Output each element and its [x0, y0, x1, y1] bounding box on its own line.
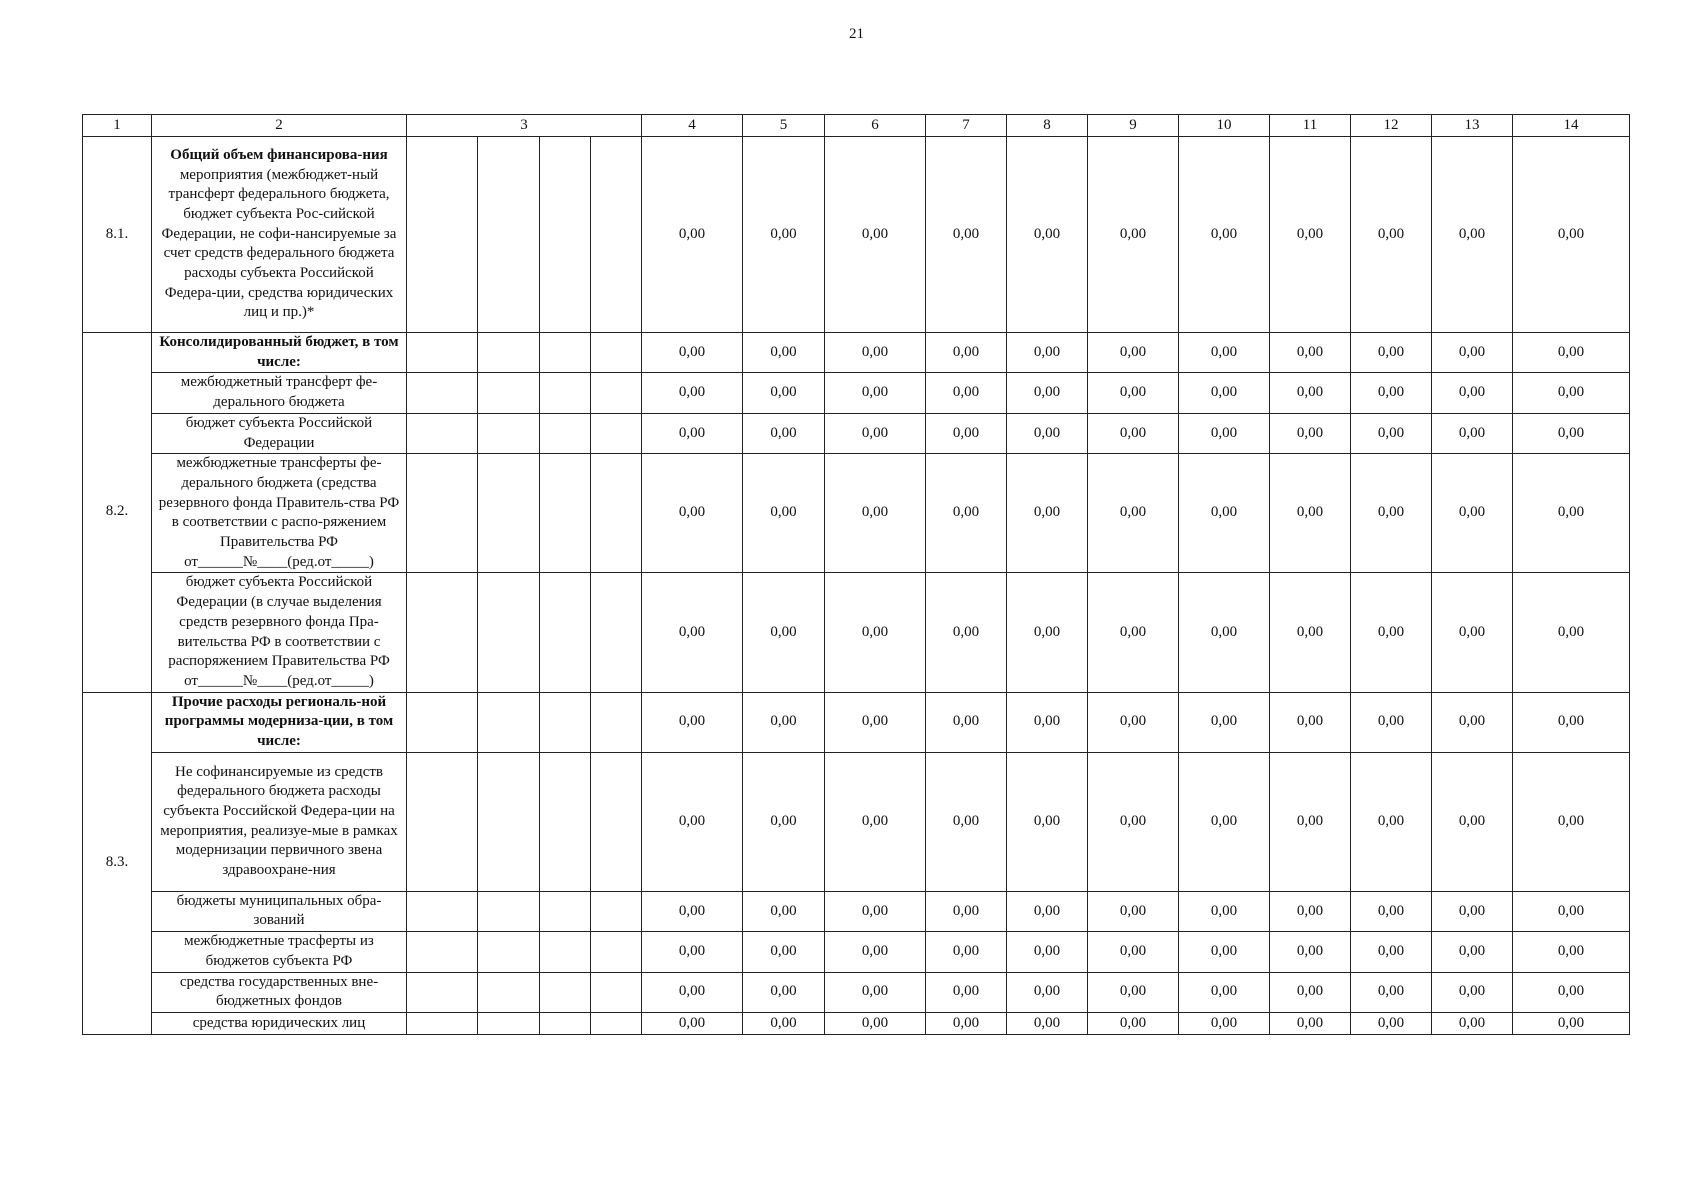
- value-cell: 0,00: [825, 333, 926, 373]
- column-number: 13: [1432, 115, 1513, 137]
- section-number: 8.3.: [83, 692, 152, 1034]
- empty-cell: [407, 454, 478, 573]
- empty-cell: [407, 932, 478, 972]
- row-label: [152, 373, 407, 413]
- column-number: 6: [825, 115, 926, 137]
- value-cell: 0,00: [926, 972, 1007, 1012]
- empty-cell: [407, 692, 478, 752]
- financing-table: [82, 114, 1630, 1035]
- value-cell: 0,00: [1351, 373, 1432, 413]
- value-cell: 0,00: [825, 373, 926, 413]
- value-cell: 0,00: [825, 413, 926, 453]
- value-cell: 0,00: [1179, 972, 1270, 1012]
- value-cell: 0,00: [1513, 413, 1630, 453]
- value-cell: 0,00: [1088, 373, 1179, 413]
- row-label: [152, 752, 407, 891]
- value-cell: 0,00: [1513, 752, 1630, 891]
- column-number: 12: [1351, 115, 1432, 137]
- empty-cell: [478, 333, 540, 373]
- value-cell: 0,00: [642, 932, 743, 972]
- value-cell: 0,00: [1351, 413, 1432, 453]
- empty-cell: [540, 932, 591, 972]
- value-cell: 0,00: [926, 752, 1007, 891]
- empty-cell: [407, 972, 478, 1012]
- value-cell: 0,00: [642, 373, 743, 413]
- value-cell: 0,00: [926, 333, 1007, 373]
- empty-cell: [478, 413, 540, 453]
- value-cell: 0,00: [1270, 573, 1351, 692]
- value-cell: 0,00: [1270, 1012, 1351, 1034]
- value-cell: 0,00: [1513, 333, 1630, 373]
- value-cell: 0,00: [1270, 413, 1351, 453]
- value-cell: 0,00: [1432, 373, 1513, 413]
- value-cell: 0,00: [743, 373, 825, 413]
- row-label: [152, 1012, 407, 1034]
- value-cell: 0,00: [1513, 573, 1630, 692]
- empty-cell: [540, 1012, 591, 1034]
- row-label-text: межбюджетный трансферт фе-дерального бюджета: [180, 374, 378, 411]
- value-cell: 0,00: [1432, 932, 1513, 972]
- value-cell: 0,00: [1088, 692, 1179, 752]
- empty-cell: [591, 333, 642, 373]
- column-number: 5: [743, 115, 825, 137]
- table-row: [83, 413, 1630, 453]
- table-row: [83, 932, 1630, 972]
- value-cell: 0,00: [1179, 1012, 1270, 1034]
- value-cell: 0,00: [1351, 692, 1432, 752]
- value-cell: 0,00: [825, 573, 926, 692]
- empty-cell: [478, 752, 540, 891]
- empty-cell: [407, 333, 478, 373]
- value-cell: 0,00: [743, 454, 825, 573]
- value-cell: 0,00: [642, 692, 743, 752]
- empty-cell: [540, 413, 591, 453]
- value-cell: 0,00: [1432, 972, 1513, 1012]
- table-row: [83, 752, 1630, 891]
- value-cell: 0,00: [1270, 932, 1351, 972]
- value-cell: 0,00: [1088, 413, 1179, 453]
- value-cell: 0,00: [926, 1012, 1007, 1034]
- value-cell: 0,00: [1179, 891, 1270, 931]
- table-row: [83, 692, 1630, 752]
- table-row: [83, 137, 1630, 333]
- value-cell: 0,00: [825, 752, 926, 891]
- value-cell: 0,00: [1088, 454, 1179, 573]
- value-cell: 0,00: [1088, 573, 1179, 692]
- value-cell: 0,00: [1432, 137, 1513, 333]
- column-number: 1: [83, 115, 152, 137]
- value-cell: 0,00: [1513, 692, 1630, 752]
- value-cell: 0,00: [1088, 333, 1179, 373]
- value-cell: 0,00: [1179, 333, 1270, 373]
- row-label-bold: Консолидированный бюджет, в том числе:: [159, 334, 399, 370]
- value-cell: 0,00: [1270, 333, 1351, 373]
- value-cell: 0,00: [1351, 454, 1432, 573]
- value-cell: 0,00: [1432, 1012, 1513, 1034]
- section-number: 8.2.: [83, 333, 152, 693]
- value-cell: 0,00: [1513, 1012, 1630, 1034]
- row-label-bold: Прочие расходы региональ-ной программы модерниза-ции, в том числе:: [164, 693, 394, 750]
- value-cell: 0,00: [1088, 891, 1179, 931]
- empty-cell: [478, 137, 540, 333]
- empty-cell: [540, 373, 591, 413]
- row-label: [152, 573, 407, 692]
- value-cell: 0,00: [1513, 891, 1630, 931]
- value-cell: 0,00: [1088, 932, 1179, 972]
- value-cell: 0,00: [1179, 413, 1270, 453]
- value-cell: 0,00: [1007, 972, 1088, 1012]
- value-cell: 0,00: [1270, 454, 1351, 573]
- value-cell: 0,00: [1432, 454, 1513, 573]
- value-cell: 0,00: [1088, 972, 1179, 1012]
- value-cell: 0,00: [926, 932, 1007, 972]
- value-cell: 0,00: [642, 1012, 743, 1034]
- empty-cell: [540, 137, 591, 333]
- value-cell: 0,00: [1179, 373, 1270, 413]
- value-cell: 0,00: [1270, 752, 1351, 891]
- value-cell: 0,00: [926, 373, 1007, 413]
- value-cell: 0,00: [1351, 333, 1432, 373]
- value-cell: 0,00: [1432, 333, 1513, 373]
- row-label: [152, 137, 407, 333]
- table-row: [83, 454, 1630, 573]
- table-row: [83, 1012, 1630, 1034]
- empty-cell: [591, 413, 642, 453]
- value-cell: 0,00: [1007, 573, 1088, 692]
- empty-cell: [478, 373, 540, 413]
- value-cell: 0,00: [743, 573, 825, 692]
- empty-cell: [540, 891, 591, 931]
- empty-cell: [591, 573, 642, 692]
- empty-cell: [591, 1012, 642, 1034]
- row-label: [152, 413, 407, 453]
- value-cell: 0,00: [743, 932, 825, 972]
- value-cell: 0,00: [1513, 932, 1630, 972]
- value-cell: 0,00: [743, 972, 825, 1012]
- value-cell: 0,00: [825, 137, 926, 333]
- value-cell: 0,00: [1270, 137, 1351, 333]
- empty-cell: [478, 932, 540, 972]
- value-cell: 0,00: [1179, 573, 1270, 692]
- value-cell: 0,00: [926, 891, 1007, 931]
- empty-cell: [407, 373, 478, 413]
- value-cell: 0,00: [743, 692, 825, 752]
- row-label-text: средства юридических лиц: [192, 1014, 366, 1031]
- value-cell: 0,00: [743, 413, 825, 453]
- value-cell: 0,00: [642, 752, 743, 891]
- value-cell: 0,00: [743, 137, 825, 333]
- value-cell: 0,00: [1270, 692, 1351, 752]
- value-cell: 0,00: [1270, 972, 1351, 1012]
- value-cell: 0,00: [642, 454, 743, 573]
- value-cell: 0,00: [1088, 752, 1179, 891]
- column-number: 14: [1513, 115, 1630, 137]
- value-cell: 0,00: [1007, 373, 1088, 413]
- column-number: 3: [407, 115, 642, 137]
- empty-cell: [478, 891, 540, 931]
- value-cell: 0,00: [1007, 692, 1088, 752]
- value-cell: 0,00: [642, 137, 743, 333]
- column-number: 10: [1179, 115, 1270, 137]
- value-cell: 0,00: [1432, 573, 1513, 692]
- value-cell: 0,00: [825, 972, 926, 1012]
- table-row: [83, 891, 1630, 931]
- value-cell: 0,00: [1007, 752, 1088, 891]
- column-number: 11: [1270, 115, 1351, 137]
- row-label-bold: Общий объем финансирова-ния: [170, 146, 388, 163]
- empty-cell: [407, 1012, 478, 1034]
- column-number: 4: [642, 115, 743, 137]
- value-cell: 0,00: [926, 413, 1007, 453]
- value-cell: 0,00: [642, 333, 743, 373]
- empty-cell: [407, 891, 478, 931]
- value-cell: 0,00: [1007, 454, 1088, 573]
- row-label-text: бюджет субъекта Российской Федерации (в случае выделения средств резервного фонда Пра-вительства РФ в соответствии с распоряжением Правительства РФ от______№____(ред.от_____): [168, 574, 390, 689]
- value-cell: 0,00: [825, 454, 926, 573]
- value-cell: 0,00: [1513, 454, 1630, 573]
- value-cell: 0,00: [1432, 413, 1513, 453]
- row-label: [152, 333, 407, 373]
- empty-cell: [540, 573, 591, 692]
- empty-cell: [407, 752, 478, 891]
- value-cell: 0,00: [1513, 373, 1630, 413]
- value-cell: 0,00: [1270, 373, 1351, 413]
- empty-cell: [591, 752, 642, 891]
- empty-cell: [478, 454, 540, 573]
- value-cell: 0,00: [825, 1012, 926, 1034]
- value-cell: 0,00: [1432, 752, 1513, 891]
- empty-cell: [478, 972, 540, 1012]
- value-cell: 0,00: [642, 972, 743, 1012]
- row-label-text: межбюджетные трансферты фе-дерального бюджета (средства резервного фонда Правитель-ства РФ в соответствии с распо-ряжением Правительства РФ от______№____(ред.от_____): [158, 455, 400, 570]
- value-cell: 0,00: [1351, 752, 1432, 891]
- value-cell: 0,00: [1007, 891, 1088, 931]
- value-cell: 0,00: [1351, 1012, 1432, 1034]
- value-cell: 0,00: [1088, 1012, 1179, 1034]
- value-cell: 0,00: [1351, 891, 1432, 931]
- table-row: [83, 573, 1630, 692]
- column-number: 8: [1007, 115, 1088, 137]
- empty-cell: [540, 454, 591, 573]
- row-label-text: бюджеты муниципальных обра-зований: [176, 892, 382, 929]
- value-cell: 0,00: [926, 692, 1007, 752]
- value-cell: 0,00: [1351, 932, 1432, 972]
- value-cell: 0,00: [1179, 137, 1270, 333]
- value-cell: 0,00: [1007, 932, 1088, 972]
- row-label-text: Не софинансируемые из средств федерального бюджета расходы субъекта Российской Федера-ции на мероприятия, реализуе-мые в рамках модернизации первичного звена здравоохране-ния: [160, 763, 398, 879]
- value-cell: 0,00: [743, 333, 825, 373]
- empty-cell: [478, 692, 540, 752]
- empty-cell: [591, 454, 642, 573]
- value-cell: 0,00: [743, 752, 825, 891]
- empty-cell: [478, 1012, 540, 1034]
- value-cell: 0,00: [1007, 137, 1088, 333]
- row-label-text: межбюджетные трасферты из бюджетов субъекта РФ: [184, 933, 374, 969]
- value-cell: 0,00: [825, 891, 926, 931]
- value-cell: 0,00: [1513, 972, 1630, 1012]
- empty-cell: [540, 752, 591, 891]
- value-cell: 0,00: [1088, 137, 1179, 333]
- column-number: 9: [1088, 115, 1179, 137]
- value-cell: 0,00: [642, 413, 743, 453]
- value-cell: 0,00: [1007, 333, 1088, 373]
- table-row: [83, 972, 1630, 1012]
- empty-cell: [478, 573, 540, 692]
- value-cell: 0,00: [1513, 137, 1630, 333]
- empty-cell: [591, 891, 642, 931]
- row-label: [152, 692, 407, 752]
- value-cell: 0,00: [1007, 413, 1088, 453]
- row-label-text: мероприятия (межбюджет-ный трансферт федерального бюджета, бюджет субъекта Рос-сийской Федерации, не софи-нансируемые за счет средств федерального бюджета расходы субъекта Российской Федера-ции, средства юридических лиц и пр.)*: [161, 166, 397, 321]
- value-cell: 0,00: [1432, 692, 1513, 752]
- value-cell: 0,00: [1270, 891, 1351, 931]
- column-number: 7: [926, 115, 1007, 137]
- empty-cell: [407, 137, 478, 333]
- table-row: [83, 373, 1630, 413]
- row-label: [152, 454, 407, 573]
- column-number-row: [83, 115, 1630, 137]
- value-cell: 0,00: [1179, 692, 1270, 752]
- value-cell: 0,00: [1179, 752, 1270, 891]
- table-row: [83, 333, 1630, 373]
- section-number: 8.1.: [83, 137, 152, 333]
- value-cell: 0,00: [642, 891, 743, 931]
- empty-cell: [591, 932, 642, 972]
- value-cell: 0,00: [926, 137, 1007, 333]
- empty-cell: [540, 692, 591, 752]
- row-label-text: бюджет субъекта Российской Федерации: [185, 414, 373, 451]
- value-cell: 0,00: [642, 573, 743, 692]
- empty-cell: [591, 692, 642, 752]
- value-cell: 0,00: [1351, 573, 1432, 692]
- value-cell: 0,00: [926, 573, 1007, 692]
- value-cell: 0,00: [1351, 137, 1432, 333]
- value-cell: 0,00: [926, 454, 1007, 573]
- value-cell: 0,00: [743, 1012, 825, 1034]
- value-cell: 0,00: [1179, 932, 1270, 972]
- empty-cell: [540, 972, 591, 1012]
- empty-cell: [591, 137, 642, 333]
- empty-cell: [591, 972, 642, 1012]
- empty-cell: [591, 373, 642, 413]
- value-cell: 0,00: [1007, 1012, 1088, 1034]
- empty-cell: [407, 573, 478, 692]
- empty-cell: [540, 333, 591, 373]
- value-cell: 0,00: [825, 692, 926, 752]
- row-label: [152, 932, 407, 972]
- row-label-text: средства государственных вне-бюджетных фондов: [179, 973, 379, 1010]
- page-number: 21: [849, 26, 864, 42]
- value-cell: 0,00: [1179, 454, 1270, 573]
- column-number: 2: [152, 115, 407, 137]
- empty-cell: [407, 413, 478, 453]
- row-label: [152, 972, 407, 1012]
- value-cell: 0,00: [825, 932, 926, 972]
- row-label: [152, 891, 407, 931]
- value-cell: 0,00: [1432, 891, 1513, 931]
- value-cell: 0,00: [743, 891, 825, 931]
- value-cell: 0,00: [1351, 972, 1432, 1012]
